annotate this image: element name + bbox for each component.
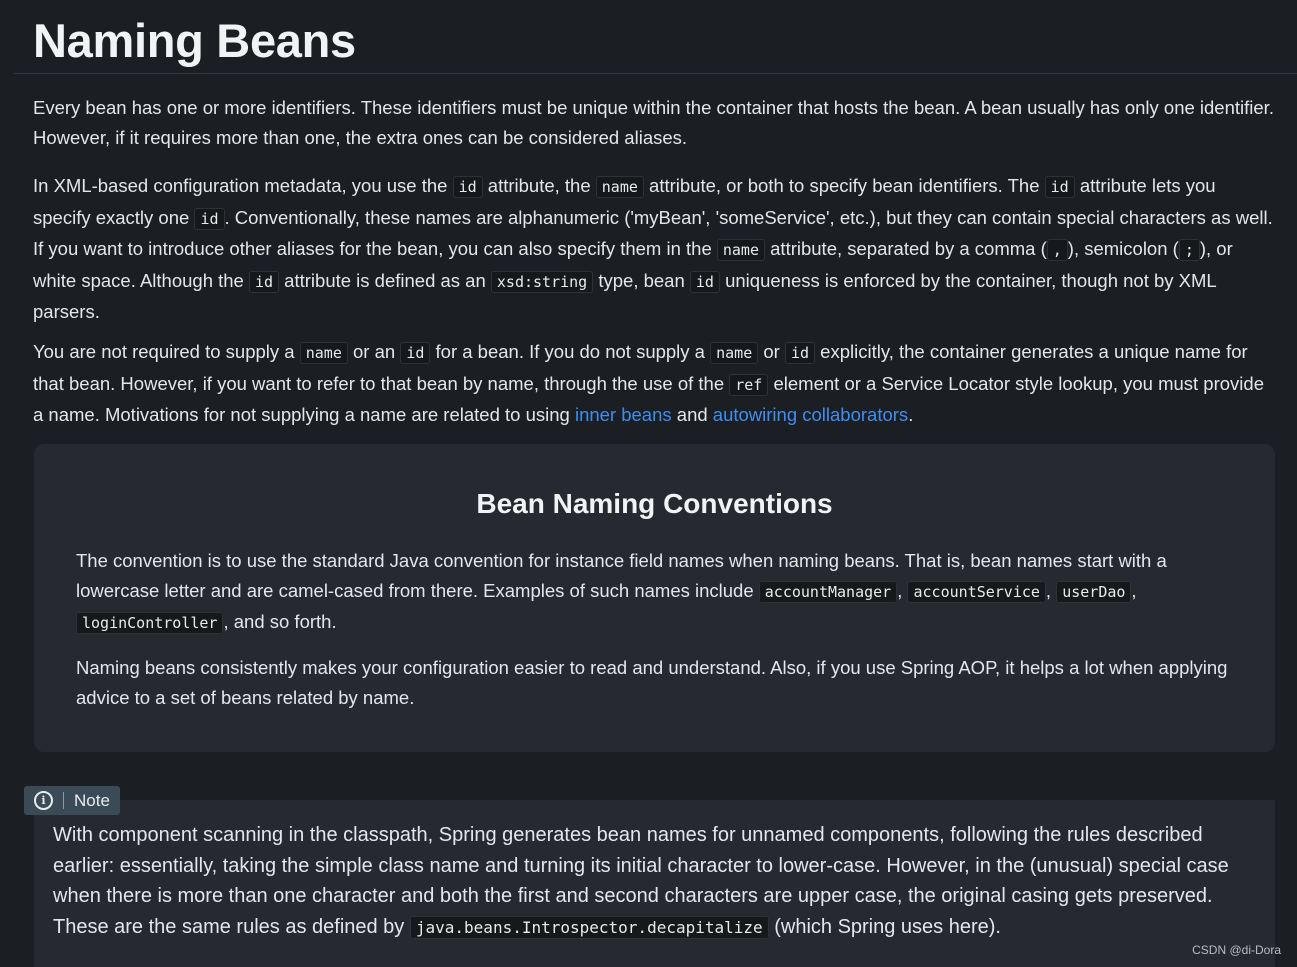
code-account-service: accountService bbox=[907, 581, 1045, 603]
code-name: name bbox=[300, 342, 348, 364]
bean-naming-conventions-sidebar bbox=[34, 444, 1275, 752]
inner-beans-link[interactable]: inner beans bbox=[574, 404, 672, 425]
code-id: id bbox=[453, 176, 483, 198]
code-decapitalize: java.beans.Introspector.decapitalize bbox=[410, 916, 769, 939]
text-run: or bbox=[758, 341, 785, 362]
text-run: for a bean. If you do not supply a bbox=[430, 341, 711, 362]
text-run: , bbox=[897, 579, 908, 601]
autowiring-collaborators-link[interactable]: autowiring collaborators bbox=[712, 404, 909, 425]
paragraph-text: Every bean has one or more identifiers. These identifiers must be unique within the container that hosts the bean. A bean usually has only one identifier. However, if it requires more than one, the extra ones can be considered aliases. bbox=[33, 97, 1274, 148]
note-label: Note bbox=[74, 790, 110, 810]
text-run: attribute lets you specify exactly one bbox=[33, 175, 1216, 228]
paragraph-xml-config bbox=[33, 171, 1278, 327]
text-run: and bbox=[671, 404, 713, 425]
text-run: type, bean bbox=[593, 269, 690, 291]
code-name: name bbox=[717, 239, 765, 261]
text-run: (which Spring uses here). bbox=[768, 915, 1001, 938]
paragraph-identifiers bbox=[33, 93, 1278, 152]
code-ref: ref bbox=[729, 374, 768, 396]
text-run: ), semicolon ( bbox=[1067, 238, 1179, 259]
text-run: attribute, the bbox=[482, 175, 596, 196]
code-name: name bbox=[596, 176, 644, 198]
sidebar-paragraph-consistency: Naming beans consistently makes your configuration easier to read and understand. Also, if you use Spring AOP, it helps a lot when applying advice to a set of beans related by name. bbox=[76, 657, 1228, 708]
code-id: id bbox=[785, 342, 815, 364]
text-run: . Conventionally, these names are alphanumeric ('myBean', 'someService', etc.), but they can contain special characters as well. If you want to introduce other aliases for the bean, you can also specify them in the bbox=[33, 206, 1273, 259]
code-semicolon: ; bbox=[1179, 239, 1200, 261]
info-icon: i bbox=[34, 791, 53, 810]
badge-divider bbox=[63, 792, 64, 809]
text-run: or an bbox=[347, 341, 401, 362]
watermark: CSDN @di-Dora bbox=[1192, 943, 1281, 957]
code-login-controller: loginController bbox=[76, 612, 223, 634]
title-divider bbox=[14, 73, 1297, 74]
code-account-manager: accountManager bbox=[759, 581, 897, 603]
text-run: ), or white space. Although the bbox=[33, 238, 1233, 291]
code-id: id bbox=[194, 208, 224, 230]
text-run: , and so forth. bbox=[223, 611, 337, 632]
sidebar-title: Bean Naming Conventions bbox=[476, 488, 833, 519]
note-text bbox=[53, 820, 1253, 943]
text-run: You are not required to supply a bbox=[33, 341, 300, 362]
text-run: attribute is defined as an bbox=[279, 269, 491, 291]
text-run: attribute, or both to specify bean identifiers. The bbox=[643, 175, 1045, 196]
text-run: The convention is to use the standard Java convention for instance field names when naming beans. That is, bean names start with a lowercase letter and are camel-cased from there. Examples of such names include bbox=[76, 550, 1167, 601]
text-run: uniqueness is enforced by the container, though not by XML parsers. bbox=[33, 269, 1217, 322]
text-run: explicitly, the container generates a unique name for that bean. However, if you want to refer to that bean by name, through the use of the bbox=[33, 341, 1248, 394]
text-run: attribute, separated by a comma ( bbox=[765, 238, 1047, 259]
text-run: , bbox=[1045, 579, 1057, 601]
code-id: id bbox=[400, 342, 430, 364]
code-name: name bbox=[710, 342, 758, 364]
text-run: With component scanning in the classpath, Spring generates bean names for unnamed components, following the rules described earlier: essentially, taking the simple class name and turning its initial character to lower-case. However, in the (unusual) special case when there is more than one character and both the first and second characters are upper case, the original casing gets preserved. These are the same rules as defined by bbox=[53, 824, 1229, 938]
paragraph-not-required bbox=[33, 337, 1278, 430]
code-user-dao: userDao bbox=[1056, 581, 1131, 603]
sidebar-paragraph-convention bbox=[76, 546, 1236, 639]
note-badge bbox=[24, 786, 120, 815]
text-run: element or a Service Locator style lookup, you must provide a name. Motivations for not supplying a name are related to using bbox=[33, 372, 1264, 425]
text-run: In XML-based configuration metadata, you use the bbox=[33, 175, 453, 196]
text-run: . bbox=[908, 404, 914, 425]
page-title: Naming Beans bbox=[33, 14, 356, 67]
code-id: id bbox=[249, 271, 279, 293]
code-id: id bbox=[1045, 176, 1075, 198]
code-id: id bbox=[690, 271, 720, 293]
code-xsd-string: xsd:string bbox=[491, 271, 593, 293]
code-comma: , bbox=[1047, 239, 1068, 261]
text-run: , bbox=[1131, 579, 1137, 601]
